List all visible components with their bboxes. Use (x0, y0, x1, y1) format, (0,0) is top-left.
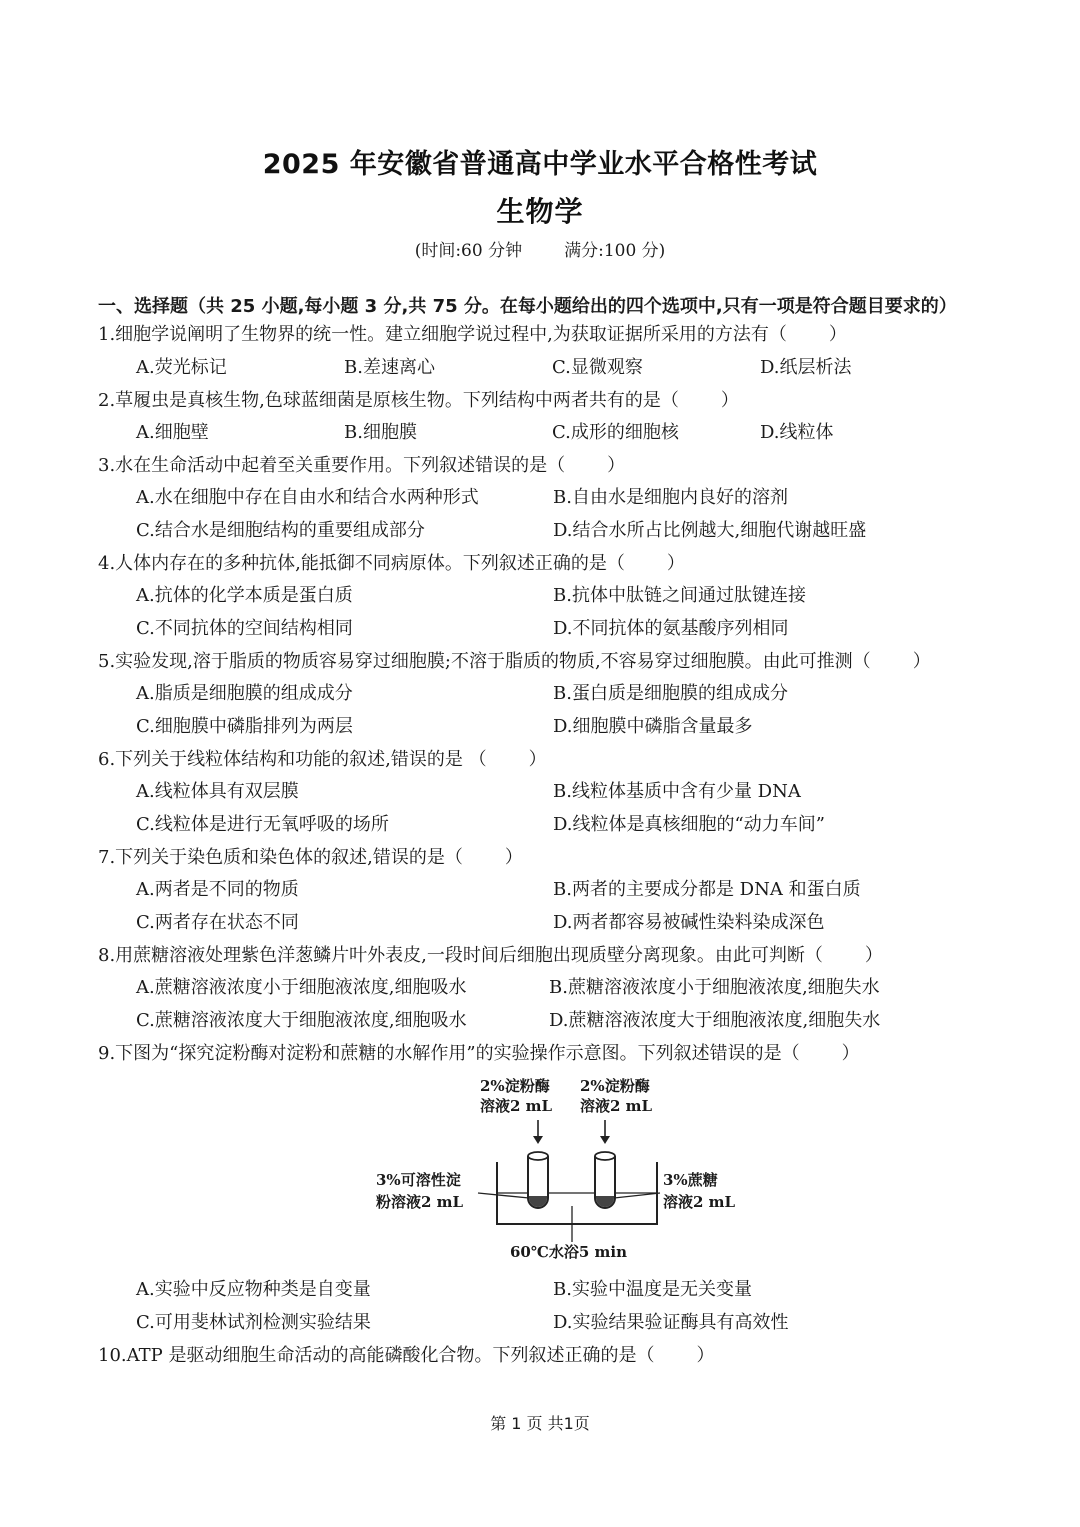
q1-option-a: A.荧光标记 (136, 357, 227, 378)
question-10: 10.ATP 是驱动细胞生命活动的高能磷酸化合物。下列叙述正确的是（ ） (98, 1345, 715, 1366)
sucrose-leader (614, 1193, 660, 1198)
q3-option-a: A.水在细胞中存在自由水和结合水两种形式 (136, 487, 479, 508)
q6-option-d: D.线粒体是真核细胞的“动力车间” (553, 814, 825, 835)
enzyme-label-right-2: 溶液2 mL (580, 1097, 653, 1115)
enzyme-label-right-1: 2%淀粉酶 (580, 1077, 650, 1095)
q3-option-c: C.结合水是细胞结构的重要组成部分 (136, 520, 425, 541)
question-9: 9.下图为“探究淀粉酶对淀粉和蔗糖的水解作用”的实验操作示意图。下列叙述错误的是（ ） (98, 1043, 860, 1064)
q3-option-d: D.结合水所占比例越大,细胞代谢越旺盛 (553, 520, 867, 541)
q3-option-b: B.自由水是细胞内良好的溶剂 (553, 487, 788, 508)
q9-option-a: A.实验中反应物种类是自变量 (136, 1279, 371, 1300)
enzyme-label-left-1: 2%淀粉酶 (480, 1077, 550, 1095)
q2-option-c: C.成形的细胞核 (552, 422, 679, 443)
q7-option-c: C.两者存在状态不同 (136, 912, 299, 933)
subject-title: 生物学 (496, 195, 584, 228)
exam-title: 2025 年安徽省普通高中学业水平合格性考试 (262, 149, 818, 180)
q5-option-c: C.细胞膜中磷脂排列为两层 (136, 716, 353, 737)
q4-option-b: B.抗体中肽链之间通过肽键连接 (553, 585, 806, 606)
q2-option-b: B.细胞膜 (344, 422, 417, 443)
q6-option-c: C.线粒体是进行无氧呼吸的场所 (136, 814, 389, 835)
question-5: 5.实验发现,溶于脂质的物质容易穿过细胞膜;不溶于脂质的物质,不容易穿过细胞膜。由此可推测（ ） (98, 651, 931, 672)
q8-option-d: D.蔗糖溶液浓度大于细胞液浓度,细胞失水 (549, 1010, 881, 1031)
experiment-diagram (360, 1072, 750, 1272)
question-1: 1.细胞学说阐明了生物界的统一性。建立细胞学说过程中,为获取证据所采用的方法有（ ） (98, 324, 847, 345)
q9-option-c: C.可用斐林试剂检测实验结果 (136, 1312, 371, 1333)
starch-label-1: 3%可溶性淀 (376, 1171, 461, 1189)
q7-option-d: D.两者都容易被碱性染料染成深色 (553, 912, 825, 933)
tube-left-rim (528, 1152, 548, 1160)
q8-option-c: C.蔗糖溶液浓度大于细胞液浓度,细胞吸水 (136, 1010, 467, 1031)
q6-option-a: A.线粒体具有双层膜 (136, 781, 299, 802)
arrowhead-right (600, 1136, 610, 1144)
question-3: 3.水在生命活动中起着至关重要作用。下列叙述错误的是（ ） (98, 455, 626, 476)
q7-option-a: A.两者是不同的物质 (136, 879, 299, 900)
tube-right-rim (595, 1152, 615, 1160)
q5-option-b: B.蛋白质是细胞膜的组成成分 (553, 683, 788, 704)
q2-option-d: D.线粒体 (760, 422, 834, 443)
water-bath-label: 60℃水浴5 min (510, 1243, 627, 1261)
question-7: 7.下列关于染色质和染色体的叙述,错误的是（ ） (98, 847, 523, 868)
q6-option-b: B.线粒体基质中含有少量 DNA (553, 781, 801, 802)
section-heading: 一、选择题（共 25 小题,每小题 3 分,共 75 分。在每小题给出的四个选项中,只有一项是符合题目要求的） (98, 296, 957, 317)
q5-option-d: D.细胞膜中磷脂含量最多 (553, 716, 753, 737)
sucrose-label-1: 3%蔗糖 (663, 1171, 718, 1189)
starch-label-2: 粉溶液2 mL (376, 1193, 464, 1211)
q1-option-c: C.显微观察 (552, 357, 643, 378)
q1-option-b: B.差速离心 (344, 357, 435, 378)
question-6: 6.下列关于线粒体结构和功能的叙述,错误的是 （ ） (98, 749, 547, 770)
q9-option-d: D.实验结果验证酶具有高效性 (553, 1312, 789, 1333)
page-footer: 第 1 页 共1页 (490, 1414, 590, 1433)
sucrose-label-2: 溶液2 mL (663, 1193, 736, 1211)
q9-option-b: B.实验中温度是无关变量 (553, 1279, 752, 1300)
q8-option-b: B.蔗糖溶液浓度小于细胞液浓度,细胞失水 (549, 977, 880, 998)
exam-meta (0, 236, 1080, 261)
q8-option-a: A.蔗糖溶液浓度小于细胞液浓度,细胞吸水 (136, 977, 467, 998)
enzyme-label-left-2: 溶液2 mL (480, 1097, 553, 1115)
q2-option-a: A.细胞壁 (136, 422, 209, 443)
question-8: 8.用蔗糖溶液处理紫色洋葱鳞片叶外表皮,一段时间后细胞出现质壁分离现象。由此可判断（ ） (98, 945, 883, 966)
exam-score: 满分:100 分) (564, 241, 666, 261)
q4-option-a: A.抗体的化学本质是蛋白质 (136, 585, 353, 606)
q4-option-d: D.不同抗体的氨基酸序列相同 (553, 618, 789, 639)
q4-option-c: C.不同抗体的空间结构相同 (136, 618, 353, 639)
exam-time: (时间:60 分钟 (414, 241, 523, 261)
question-2: 2.草履虫是真核生物,色球蓝细菌是原核生物。下列结构中两者共有的是（ ） (98, 390, 739, 411)
q5-option-a: A.脂质是细胞膜的组成成分 (136, 683, 353, 704)
q1-option-d: D.纸层析法 (760, 357, 852, 378)
question-4: 4.人体内存在的多种抗体,能抵御不同病原体。下列叙述正确的是（ ） (98, 553, 685, 574)
q7-option-b: B.两者的主要成分都是 DNA 和蛋白质 (553, 879, 861, 900)
arrowhead-left (533, 1136, 543, 1144)
starch-leader (478, 1193, 529, 1198)
